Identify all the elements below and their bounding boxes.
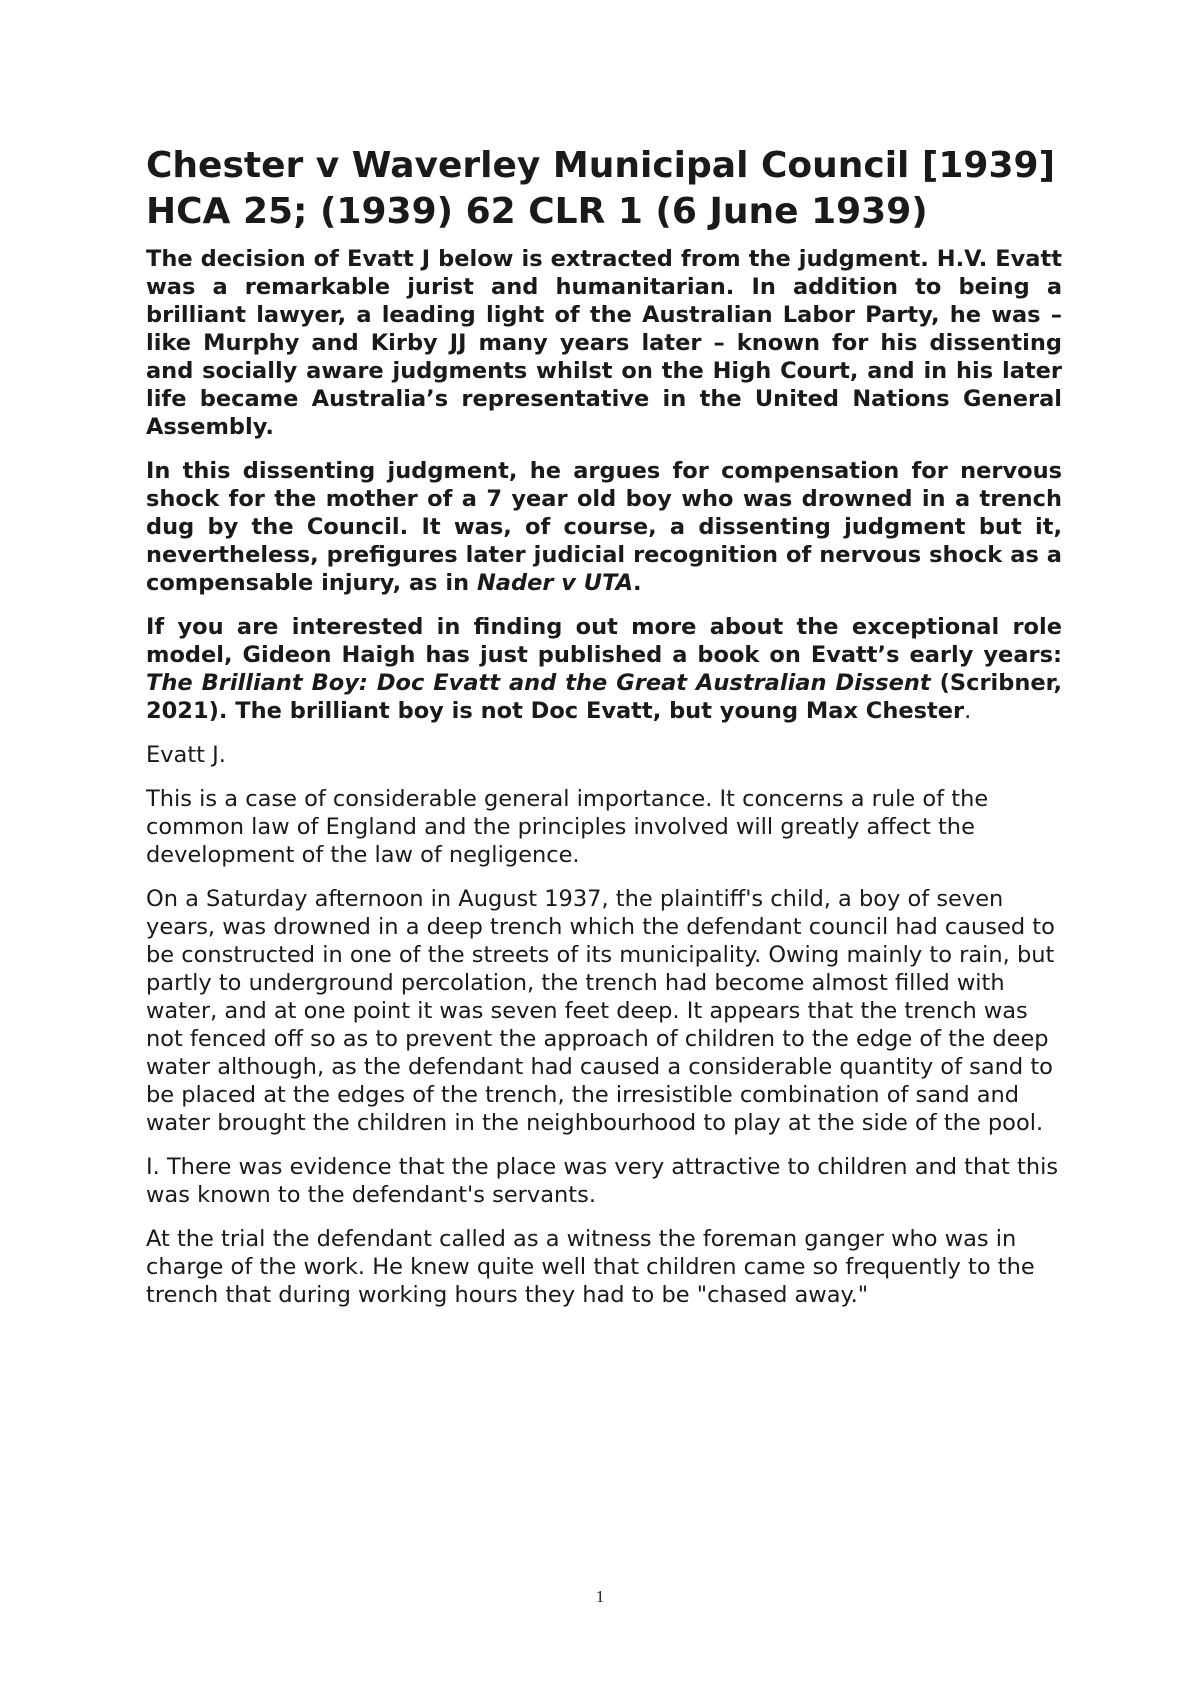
intro-paragraph-2 — [146, 457, 1062, 597]
document-title: Chester v Waverley Municipal Council [1939] HCA 25; (1939) 62 CLR 1 (6 June 1939) — [146, 145, 1056, 232]
judge-heading: Evatt J. — [146, 742, 226, 768]
page-number: 1 — [595, 1587, 605, 1606]
intro-paragraph-1: The decision of Evatt J below is extracted from the judgment. H.V. Evatt was a remarkable jurist and humanitarian. In addition to being a brilliant lawyer, a leading light of the Australian Labor Party, he was – like Murphy and Kirby JJ many years later – known for his dissenting and socially aware judgments whilst on the High Court, and in his later life became Australia’s representative in the United Nations General Assembly. — [146, 246, 1062, 440]
judgment-paragraph-2: On a Saturday afternoon in August 1937, the plaintiff's child, a boy of seven years, was drowned in a deep trench which the defendant council had caused to be constructed in one of the streets of its municipality. Owing mainly to rain, but partly to underground percolation, the trench had become almost filled with water, and at one point it was seven feet deep. It appears that the trench was not fenced off so as to prevent the approach of children to the edge of the deep water although, as the defendant had caused a considerable quantity of sand to be placed at the edges of the trench, the irresistible combination of sand and water brought the children in the neighbourhood to play at the side of the pool. — [146, 886, 1055, 1136]
book-title: The Brilliant Boy: Doc Evatt and the Great Australian Dissent — [146, 670, 931, 696]
intro-paragraph-3 — [146, 613, 1062, 725]
document-page — [146, 143, 1062, 1325]
intro-paragraph-3-text: If you are interested in finding out more about the exceptional role model, Gideon Haigh has just published a book on Evatt’s early years: — [146, 614, 1062, 668]
intro-paragraph-3-end: . — [964, 698, 972, 724]
case-citation: Nader v UTA — [476, 570, 634, 596]
intro-paragraph-3-rest: (Scribner, 2021). The brilliant boy is not Doc Evatt, but young Max Chester — [146, 670, 1062, 724]
intro-paragraph-2-text: In this dissenting judgment, he argues for compensation for nervous shock for the mother of a 7 year old boy who was drowned in a trench dug by the Council. It was, of course, a dissenting judgment but it, nevertheless, prefigures later judicial recognition of nervous shock as a compensable injury, as in — [146, 458, 1062, 596]
judgment-paragraph-3: I. There was evidence that the place was very attractive to children and that this was known to the defendant's servants. — [146, 1154, 1059, 1208]
judgment-paragraph-4: At the trial the defendant called as a witness the foreman ganger who was in charge of the work. He knew quite well that children came so frequently to the trench that during working hours they had to be "chased away." — [146, 1226, 1035, 1308]
intro-paragraph-2-end: . — [633, 570, 642, 596]
judgment-paragraph-1: This is a case of considerable general importance. It concerns a rule of the common law of England and the principles involved will greatly affect the development of the law of negligence. — [146, 786, 989, 868]
